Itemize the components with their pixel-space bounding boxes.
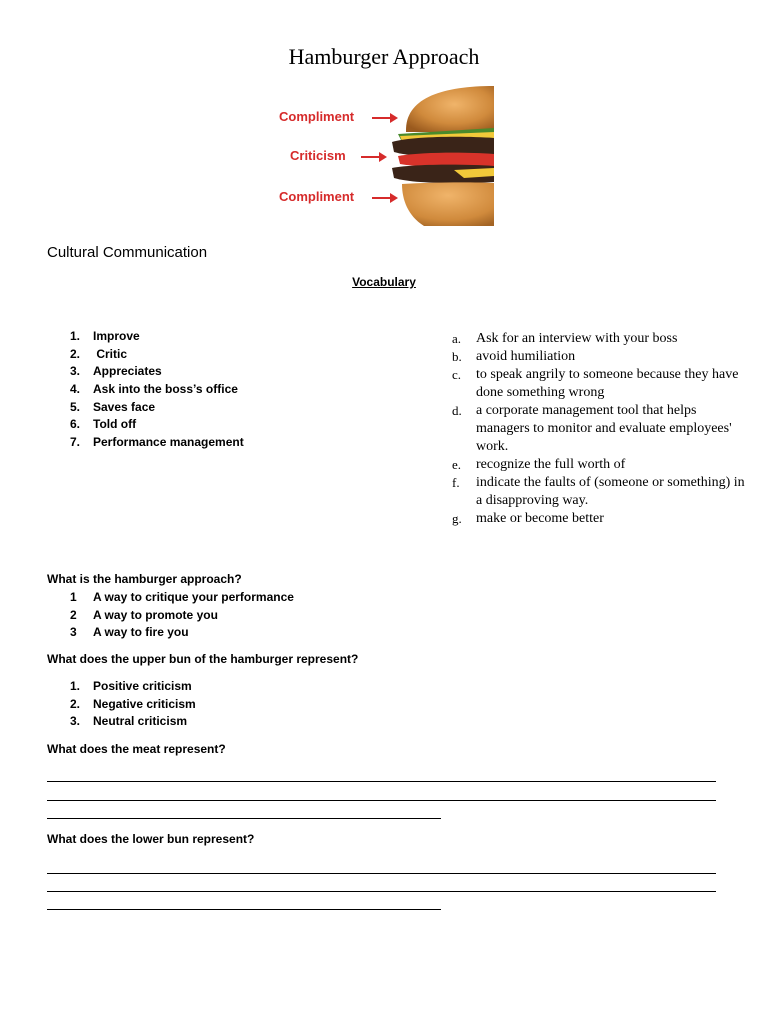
question-3: What does the meat represent? [47,742,226,756]
arrow-right-icon [372,117,396,119]
question-4: What does the lower bun represent? [47,832,255,846]
definition-text: indicate the faults of (someone or something) in a disapproving way. [476,475,745,508]
term-text: Improve [93,329,140,343]
option-text: A way to promote you [93,607,218,622]
list-item [70,399,244,417]
term-text: Appreciates [93,364,162,379]
arrow-right-icon [361,156,385,158]
list-item [70,713,196,731]
list-item [70,363,244,381]
list-marker: 2. [70,696,81,711]
list-marker: 2 [70,607,77,622]
list-marker: 6. [70,417,81,432]
burger-label-top: Compliment [279,109,355,124]
question-1: What is the hamburger approach? [47,572,242,586]
question-2: What does the upper bun of the hamburger represent? [47,652,359,666]
list-item [70,434,244,452]
burger-label-middle: Criticism [290,148,346,163]
definition-text: make or become better [476,511,604,526]
list-item [452,510,752,528]
list-item [70,416,244,434]
term-text: Told off [93,417,137,432]
definition-text: avoid humiliation [476,349,576,364]
vocabulary-heading: Vocabulary [352,275,416,289]
answer-line[interactable] [47,873,716,874]
definition-text: to speak angrily to someone because they have done something wrong [476,367,739,400]
hamburger-diagram [274,84,494,226]
definition-text: Ask for an interview with your boss [476,331,678,346]
answer-line[interactable] [47,818,441,819]
list-item [452,402,752,456]
answer-line[interactable] [47,909,441,910]
option-text: Positive criticism [93,679,192,693]
list-marker: 1. [70,679,81,693]
list-marker: 5. [70,399,81,414]
answer-line[interactable] [47,891,716,892]
page-title: Hamburger Approach [288,44,480,69]
option-text: A way to critique your performance [93,590,294,604]
list-marker: d. [452,403,462,418]
option-text: Negative criticism [93,696,196,711]
term-text: Critic [93,346,128,361]
list-item [452,456,752,474]
definition-text: a corporate management tool that helps managers to monitor and evaluate employees' work. [476,403,732,454]
list-marker: c. [452,367,462,382]
list-item [70,381,244,399]
question-2-options [70,678,196,731]
list-marker: b. [452,349,462,364]
list-marker: 2. [70,346,81,361]
list-marker: 4. [70,382,81,397]
list-marker: 7. [70,435,81,450]
list-item [452,366,752,402]
list-marker: g. [452,511,462,526]
question-1-options [70,589,294,642]
list-item [452,348,752,366]
term-text: Performance management [93,435,244,450]
term-text: Ask into the boss’s office [93,382,238,397]
option-text: Neutral criticism [93,714,188,729]
answer-line[interactable] [47,781,716,782]
list-marker: a. [452,331,462,346]
definition-text: recognize the full worth of [476,457,626,472]
list-marker: e. [452,457,462,472]
burger-label-bottom: Compliment [279,189,355,204]
answer-line[interactable] [47,800,716,801]
list-marker: 1. [70,329,81,343]
list-item [70,328,244,346]
list-item [452,330,752,348]
list-marker: 3. [70,364,81,379]
list-marker: 3. [70,714,81,729]
list-marker: f. [452,475,460,490]
term-text: Saves face [93,399,156,414]
list-item [70,607,294,625]
list-marker: 3 [70,625,77,640]
vocabulary-definitions-list [452,330,752,528]
vocabulary-terms-list [70,328,244,452]
arrow-right-icon [372,197,396,199]
list-marker: 1 [70,590,77,604]
list-item [452,474,752,510]
section-heading: Cultural Communication [47,244,208,261]
option-text: A way to fire you [93,625,189,640]
list-item [70,678,196,696]
list-item [70,589,294,607]
list-item [70,346,244,364]
list-item [70,696,196,714]
list-item [70,624,294,642]
